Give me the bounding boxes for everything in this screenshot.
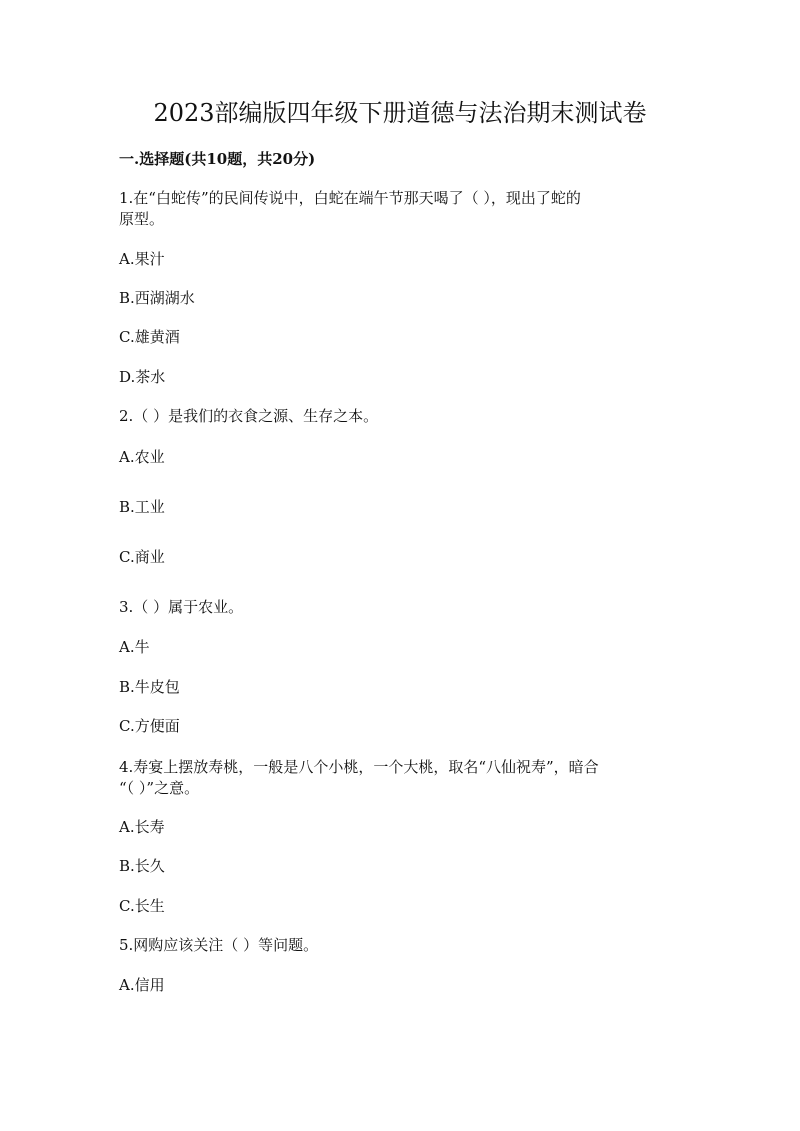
question-4-option-a: A.长寿 bbox=[119, 818, 165, 836]
question-4-option-b: B.长久 bbox=[119, 857, 165, 875]
question-3-stem: 3.（ ）属于农业。 bbox=[119, 598, 244, 616]
question-5-stem: 5.网购应该关注（ ）等问题。 bbox=[119, 936, 319, 954]
question-2-option-a: A.农业 bbox=[119, 448, 165, 466]
question-1-stem: 1.在“白蛇传”的民间传说中，白蛇在端午节那天喝了（ ），现出了蛇的 bbox=[119, 189, 581, 207]
question-1-option-d: D.茶水 bbox=[119, 368, 166, 386]
question-1-stem-continued: 原型。 bbox=[119, 210, 165, 228]
question-1-option-a: A.果汁 bbox=[119, 250, 165, 268]
question-1-option-c: C.雄黄酒 bbox=[119, 328, 180, 346]
question-4-option-c: C.长生 bbox=[119, 897, 165, 915]
question-2-stem: 2.（ ）是我们的衣食之源、生存之本。 bbox=[119, 407, 379, 425]
section-heading: 一.选择题(共10题，共20分) bbox=[119, 150, 316, 168]
question-3-option-a: A.牛 bbox=[119, 638, 150, 656]
question-2-option-c: C.商业 bbox=[119, 548, 165, 566]
question-4-stem: 4.寿宴上摆放寿桃，一般是八个小桃，一个大桃，取名“八仙祝寿”，暗合 bbox=[119, 758, 599, 776]
question-2-option-b: B.工业 bbox=[119, 498, 165, 516]
question-1-option-b: B.西湖湖水 bbox=[119, 289, 195, 307]
question-4-stem-continued: “（ ）”之意。 bbox=[119, 779, 200, 797]
question-3-option-c: C.方便面 bbox=[119, 717, 180, 735]
page-title: 2023部编版四年级下册道德与法治期末测试卷 bbox=[153, 99, 647, 127]
question-5-option-a: A.信用 bbox=[119, 976, 165, 994]
question-3-option-b: B.牛皮包 bbox=[119, 678, 180, 696]
